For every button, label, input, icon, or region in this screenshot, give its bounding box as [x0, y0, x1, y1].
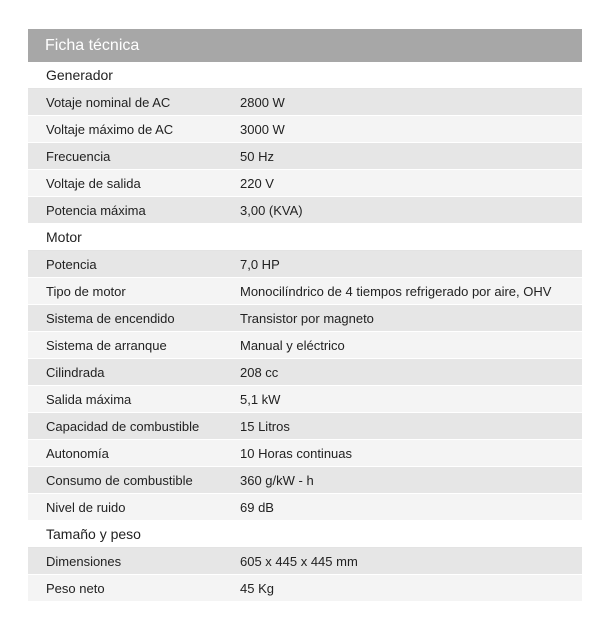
spec-label: Potencia [46, 257, 97, 272]
spec-value: 69 dB [240, 500, 274, 515]
spec-label: Frecuencia [46, 149, 111, 164]
spec-row [28, 359, 582, 386]
spec-value: 7,0 HP [240, 257, 280, 272]
spec-label: Capacidad de combustible [46, 419, 200, 434]
spec-label: Dimensiones [46, 554, 122, 569]
spec-row [28, 575, 582, 602]
spec-value: 3,00 (KVA) [240, 203, 303, 218]
spec-value: 15 Litros [240, 419, 290, 434]
spec-label: Votaje nominal de AC [46, 95, 171, 110]
spec-value: 3000 W [240, 122, 285, 137]
spec-label: Salida máxima [46, 392, 132, 407]
spec-value: 10 Horas continuas [240, 446, 353, 461]
spec-value: Transistor por magneto [240, 311, 374, 326]
spec-label: Peso neto [46, 581, 105, 596]
section-header-tamano-peso: Tamaño y peso [28, 521, 582, 548]
spec-row [28, 278, 582, 305]
spec-value: 605 x 445 x 445 mm [240, 554, 358, 569]
spec-label: Cilindrada [46, 365, 105, 380]
spec-label: Voltaje de salida [46, 176, 141, 191]
spec-value: 2800 W [240, 95, 285, 110]
spec-label: Potencia máxima [46, 203, 146, 218]
spec-row [28, 305, 582, 332]
spec-row [28, 143, 582, 170]
spec-row [28, 332, 582, 359]
spec-row [28, 197, 582, 224]
spec-value: 360 g/kW - h [240, 473, 314, 488]
section-header-motor: Motor [28, 224, 582, 251]
spec-label: Sistema de arranque [46, 338, 167, 353]
spec-value: 45 Kg [240, 581, 274, 596]
spec-value: 208 cc [240, 365, 279, 380]
spec-label: Sistema de encendido [46, 311, 175, 326]
spec-row [28, 440, 582, 467]
spec-sheet-title: Ficha técnica [28, 29, 582, 62]
section-header-generador: Generador [28, 62, 582, 89]
spec-value: Monocilíndrico de 4 tiempos refrigerado por aire, OHV [240, 284, 552, 299]
spec-label: Consumo de combustible [46, 473, 193, 488]
spec-row [28, 413, 582, 440]
spec-label: Nivel de ruido [46, 500, 126, 515]
spec-row [28, 251, 582, 278]
spec-value: Manual y eléctrico [240, 338, 345, 353]
spec-label: Voltaje máximo de AC [46, 122, 174, 137]
spec-row [28, 170, 582, 197]
spec-value: 50 Hz [240, 149, 274, 164]
spec-row [28, 89, 582, 116]
spec-row [28, 467, 582, 494]
spec-row [28, 548, 582, 575]
spec-label: Autonomía [46, 446, 109, 461]
spec-label: Tipo de motor [46, 284, 126, 299]
spec-value: 5,1 kW [240, 392, 281, 407]
spec-value: 220 V [240, 176, 274, 191]
spec-row [28, 116, 582, 143]
spec-sheet [28, 29, 582, 602]
spec-row [28, 386, 582, 413]
spec-row [28, 494, 582, 521]
